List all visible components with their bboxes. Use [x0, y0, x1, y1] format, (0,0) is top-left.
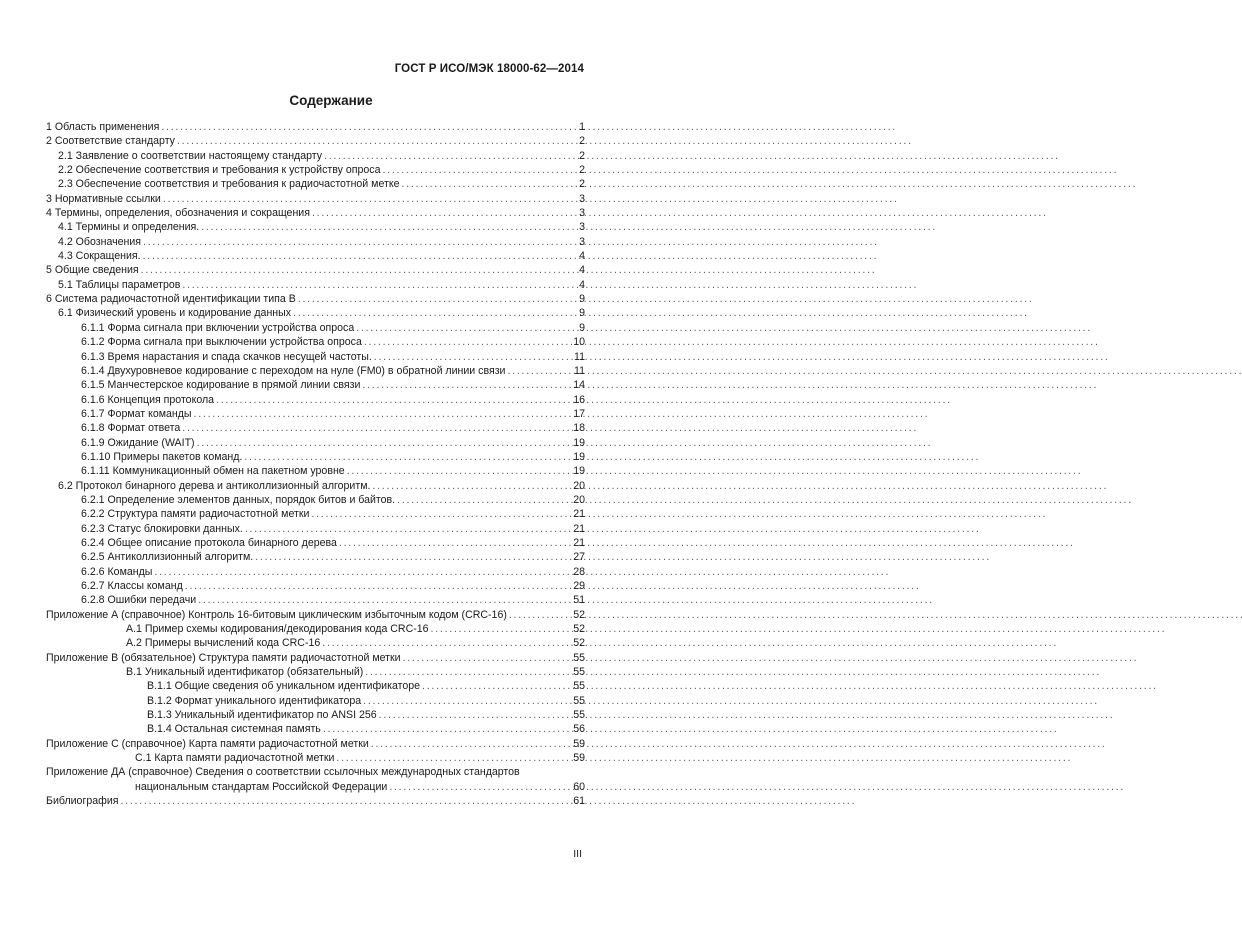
toc-entry-label: В.1.4 Остальная системная память	[147, 723, 321, 736]
dot-leader	[339, 536, 571, 550]
toc-entry-page: 21	[573, 522, 585, 535]
toc-entry-label: Приложение ДА (справочное) Сведения о соответствии ссылочных международных стандартов	[46, 766, 520, 779]
toc-entry-label: 6.1.7 Формат команды	[81, 407, 192, 420]
table-of-contents	[46, 120, 585, 809]
toc-entry-page: 2	[579, 178, 585, 191]
toc-entry-page: 2	[579, 135, 585, 148]
toc-entry-label: Приложение А (справочное) Контроль 16-битовым циклическим избыточным кодом (CRC-16)	[46, 608, 507, 621]
dot-leader	[389, 780, 571, 794]
dot-leader	[293, 306, 577, 320]
toc-entry-label: А.1 Пример схемы кодирования/декодирования кода CRC-16	[126, 623, 429, 636]
toc-entry[interactable]	[46, 464, 585, 478]
toc-entry-page: 14	[573, 379, 585, 392]
toc-entry[interactable]	[46, 393, 585, 407]
dot-leader	[397, 493, 571, 507]
toc-entry[interactable]	[46, 765, 585, 779]
toc-entry-label: Приложение В (обязательное) Структура памяти радиочастотной метки	[46, 651, 401, 664]
toc-entry[interactable]	[46, 120, 585, 134]
toc-entry-page: 16	[573, 393, 585, 406]
toc-entry[interactable]	[46, 522, 585, 536]
toc-entry-label: 2 Соответствие стандарту	[46, 135, 175, 148]
dot-leader	[383, 163, 578, 177]
dot-leader	[143, 249, 578, 263]
toc-entry-label: Приложение С (справочное) Карта памяти радиочастотной метки	[46, 737, 369, 750]
toc-entry-page: 9	[579, 307, 585, 320]
toc-entry-page: 4	[579, 264, 585, 277]
toc-entry-page: 19	[573, 465, 585, 478]
dot-leader	[371, 737, 571, 751]
dot-leader	[509, 608, 571, 622]
toc-entry-label: 6.2.4 Общее описание протокола бинарного дерева	[81, 536, 337, 549]
toc-entry-label: 6.2 Протокол бинарного дерева и антиколлизионный алгоритм.	[58, 479, 371, 492]
toc-entry-label: 6.1.5 Манчестерское кодирование в прямой линии связи	[81, 379, 361, 392]
dot-leader	[323, 722, 571, 736]
page-number: III	[573, 848, 582, 860]
dot-leader	[374, 350, 572, 364]
toc-entry-page: 56	[573, 723, 585, 736]
toc-entry[interactable]	[46, 306, 585, 320]
dot-leader	[322, 636, 571, 650]
dot-leader	[161, 120, 577, 134]
toc-entry-page: 55	[573, 666, 585, 679]
toc-entry-label: 6.1.3 Время нарастания и спада скачков несущей частоты.	[81, 350, 372, 363]
toc-entry-page: 28	[573, 565, 585, 578]
toc-entry[interactable]	[46, 708, 585, 722]
toc-entry-page: 9	[579, 321, 585, 334]
dot-leader	[185, 579, 571, 593]
toc-entry[interactable]	[46, 450, 585, 464]
toc-entry[interactable]	[46, 622, 585, 636]
dot-leader	[324, 149, 577, 163]
toc-entry-page: 61	[573, 795, 585, 808]
toc-entry-page: 21	[573, 508, 585, 521]
toc-entry-label: В.1.3 Уникальный идентификатор по ANSI 256	[147, 709, 377, 722]
dot-leader	[403, 651, 572, 665]
toc-entry-page: 4	[579, 250, 585, 263]
toc-entry[interactable]	[46, 651, 585, 665]
toc-entry-page: 3	[579, 207, 585, 220]
toc-entry[interactable]	[46, 192, 585, 206]
toc-entry[interactable]	[46, 608, 585, 622]
toc-entry-label: 2.1 Заявление о соответствии настоящему стандарту	[58, 149, 323, 162]
toc-entry[interactable]	[46, 149, 585, 163]
toc-entry[interactable]	[46, 722, 585, 736]
toc-entry-page: 2	[579, 149, 585, 162]
toc-entry-page: 55	[573, 680, 585, 693]
dot-leader	[216, 393, 571, 407]
dot-leader	[141, 263, 577, 277]
toc-entry-page: 55	[573, 709, 585, 722]
toc-entry[interactable]	[46, 421, 585, 435]
toc-entry-label: Библиография	[46, 795, 119, 808]
toc-entry[interactable]	[46, 249, 585, 263]
dot-leader	[379, 708, 572, 722]
dot-leader	[197, 436, 572, 450]
dot-leader	[244, 450, 571, 464]
dot-leader	[431, 622, 572, 636]
toc-entry-label: 6.1.10 Примеры пакетов команд.	[81, 450, 243, 463]
toc-entry-page: 11	[574, 364, 585, 377]
toc-entry-page: 19	[573, 450, 585, 463]
toc-entry-page: 20	[573, 493, 585, 506]
dot-leader	[363, 694, 571, 708]
toc-entry[interactable]	[46, 292, 585, 306]
toc-entry-page: 18	[573, 422, 585, 435]
toc-entry[interactable]	[46, 679, 585, 693]
toc-entry-page: 4	[579, 278, 585, 291]
toc-entry-label: В.1.1 Общие сведения об уникальном идентификаторе	[147, 680, 421, 693]
toc-entry-page: 51	[573, 594, 585, 607]
toc-entry[interactable]	[46, 134, 585, 148]
toc-entry-label: 6.2.8 Ошибки передачи	[81, 594, 197, 607]
toc-entry[interactable]	[46, 436, 585, 450]
dot-leader	[245, 522, 571, 536]
toc-entry-page: 20	[573, 479, 585, 492]
dot-leader	[507, 364, 572, 378]
toc-entry-label: 4 Термины, определения, обозначения и сокращения	[46, 207, 310, 220]
dot-leader	[362, 378, 571, 392]
toc-entry-label: 6.1.4 Двухуровневое кодирование с переходом на нуле (FM0) в обратной линии связи	[81, 364, 506, 377]
toc-entry[interactable]	[46, 407, 585, 421]
dot-leader	[312, 206, 577, 220]
toc-entry-label: 6 Система радиочастотной идентификации типа В	[46, 293, 296, 306]
toc-entry-page: 21	[573, 536, 585, 549]
toc-entry[interactable]	[46, 565, 585, 579]
toc-entry-label: 6.1.9 Ожидание (WAIT)	[81, 436, 195, 449]
dot-leader	[143, 235, 577, 249]
toc-entry-label: национальным стандартам Российской Федерации	[135, 780, 388, 793]
toc-entry[interactable]	[46, 278, 585, 292]
toc-entry-page: 2	[579, 164, 585, 177]
toc-entry-page: 17	[573, 407, 585, 420]
toc-entry-page: 3	[579, 192, 585, 205]
dot-leader	[182, 421, 571, 435]
toc-entry-page: 52	[573, 608, 585, 621]
dot-leader	[347, 464, 572, 478]
toc-entry[interactable]	[46, 479, 585, 493]
toc-entry[interactable]	[46, 507, 585, 521]
toc-entry[interactable]	[46, 335, 585, 349]
toc-entry-label: 1 Область применения	[46, 121, 160, 133]
toc-entry-label: 6.2.3 Статус блокировки данных.	[81, 522, 243, 535]
toc-entry[interactable]	[46, 378, 585, 392]
toc-entry-page: 3	[579, 235, 585, 248]
toc-entry[interactable]	[46, 536, 585, 550]
dot-leader	[311, 507, 571, 521]
toc-entry-label: В.1.2 Формат уникального идентификатора	[147, 694, 362, 707]
toc-entry-page: 1	[579, 121, 585, 133]
toc-entry[interactable]	[46, 235, 585, 249]
toc-entry-page: 11	[574, 350, 585, 363]
toc-entry-label: 4.1 Термины и определения.	[58, 221, 200, 234]
toc-entry-page: 55	[573, 651, 585, 664]
toc-entry-label: 6.2.2 Структура памяти радиочастотной метки	[81, 508, 310, 521]
dot-leader	[336, 751, 571, 765]
toc-entry-label: 6.2.1 Определение элементов данных, порядок битов и байтов.	[81, 493, 396, 506]
toc-entry-label: А.2 Примеры вычислений кода CRC-16	[126, 637, 321, 650]
toc-entry-label: 6.1.2 Форма сигнала при выключении устройства опроса	[81, 336, 362, 349]
toc-entry-page: 59	[573, 752, 585, 765]
dot-leader	[194, 407, 572, 421]
toc-entry[interactable]	[46, 364, 585, 378]
toc-entry-page: 9	[579, 293, 585, 306]
toc-entry[interactable]	[46, 177, 585, 191]
toc-entry-label: 6.1.6 Концепция протокола	[81, 393, 215, 406]
toc-entry-label: 6.2.7 Классы команд	[81, 580, 183, 592]
toc-entry[interactable]	[46, 737, 585, 751]
toc-entry-label: 2.2 Обеспечение соответствия и требования к устройству опроса	[58, 164, 381, 177]
toc-entry-page: 60	[573, 780, 585, 793]
dot-leader	[298, 292, 577, 306]
toc-entry-page: 52	[573, 637, 585, 650]
toc-entry[interactable]	[46, 493, 585, 507]
standard-header: ГОСТ Р ИСО/МЭК 18000-62—2014	[394, 63, 584, 75]
toc-entry-label: 4.3 Сокращения.	[58, 250, 141, 263]
toc-entry-page: 52	[573, 623, 585, 636]
dot-leader	[372, 479, 571, 493]
toc-entry[interactable]	[46, 321, 585, 335]
toc-entry[interactable]	[46, 350, 585, 364]
toc-entry[interactable]	[46, 263, 585, 277]
toc-entry-label: 2.3 Обеспечение соответствия и требования к радиочастотной метке	[58, 178, 400, 191]
toc-entry-page: 19	[573, 436, 585, 449]
dot-leader	[120, 794, 571, 808]
toc-entry-label: 4.2 Обозначения	[58, 235, 142, 248]
toc-entry-label: 6.1.1 Форма сигнала при включении устройства опроса	[81, 321, 355, 334]
dot-leader	[255, 550, 571, 564]
dot-leader	[163, 192, 577, 206]
toc-entry-page: 27	[573, 551, 585, 564]
toc-entry-page: 3	[579, 221, 585, 234]
toc-entry[interactable]	[46, 550, 585, 564]
toc-entry[interactable]	[46, 206, 585, 220]
dot-leader	[365, 665, 571, 679]
toc-entry-page: 59	[573, 737, 585, 750]
toc-entry-page: 55	[573, 694, 585, 707]
dot-leader	[422, 679, 571, 693]
toc-entry[interactable]	[46, 665, 585, 679]
dot-leader	[364, 335, 571, 349]
dot-leader	[402, 177, 578, 191]
toc-entry-label: 6.2.5 Антиколлизионный алгоритм.	[81, 551, 254, 564]
toc-entry-label: 6.2.6 Команды	[81, 565, 153, 578]
toc-entry-label: 6.1.11 Коммуникационный обмен на пакетном уровне	[81, 465, 345, 478]
dot-leader	[154, 565, 571, 579]
toc-entry[interactable]	[46, 220, 585, 234]
toc-entry[interactable]	[46, 694, 585, 708]
toc-entry[interactable]	[46, 593, 585, 607]
toc-entry-label: 5.1 Таблицы параметров	[58, 278, 181, 291]
dot-leader	[198, 593, 571, 607]
toc-entry-label: В.1 Уникальный идентификатор (обязательный)	[126, 666, 364, 679]
toc-entry[interactable]	[46, 579, 585, 593]
toc-entry-label: 5 Общие сведения	[46, 264, 139, 277]
toc-entry[interactable]	[46, 780, 585, 794]
dot-leader	[177, 134, 577, 148]
toc-entry-page: 10	[573, 336, 585, 349]
dot-leader	[201, 220, 577, 234]
dot-leader	[182, 278, 577, 292]
toc-entry-page: 29	[573, 580, 585, 592]
toc-entry[interactable]	[46, 751, 585, 765]
toc-entry[interactable]	[46, 636, 585, 650]
dot-leader	[356, 321, 577, 335]
toc-entry[interactable]	[46, 163, 585, 177]
toc-entry-label: 6.1 Физический уровень и кодирование данных	[58, 307, 292, 320]
toc-entry-label: С.1 Карта памяти радиочастотной метки	[135, 752, 335, 765]
page-title: Содержание	[289, 93, 373, 108]
toc-entry-label: 3 Нормативные ссылки	[46, 192, 161, 205]
toc-entry-label: 6.1.8 Формат ответа	[81, 422, 181, 435]
toc-entry[interactable]	[46, 794, 585, 808]
